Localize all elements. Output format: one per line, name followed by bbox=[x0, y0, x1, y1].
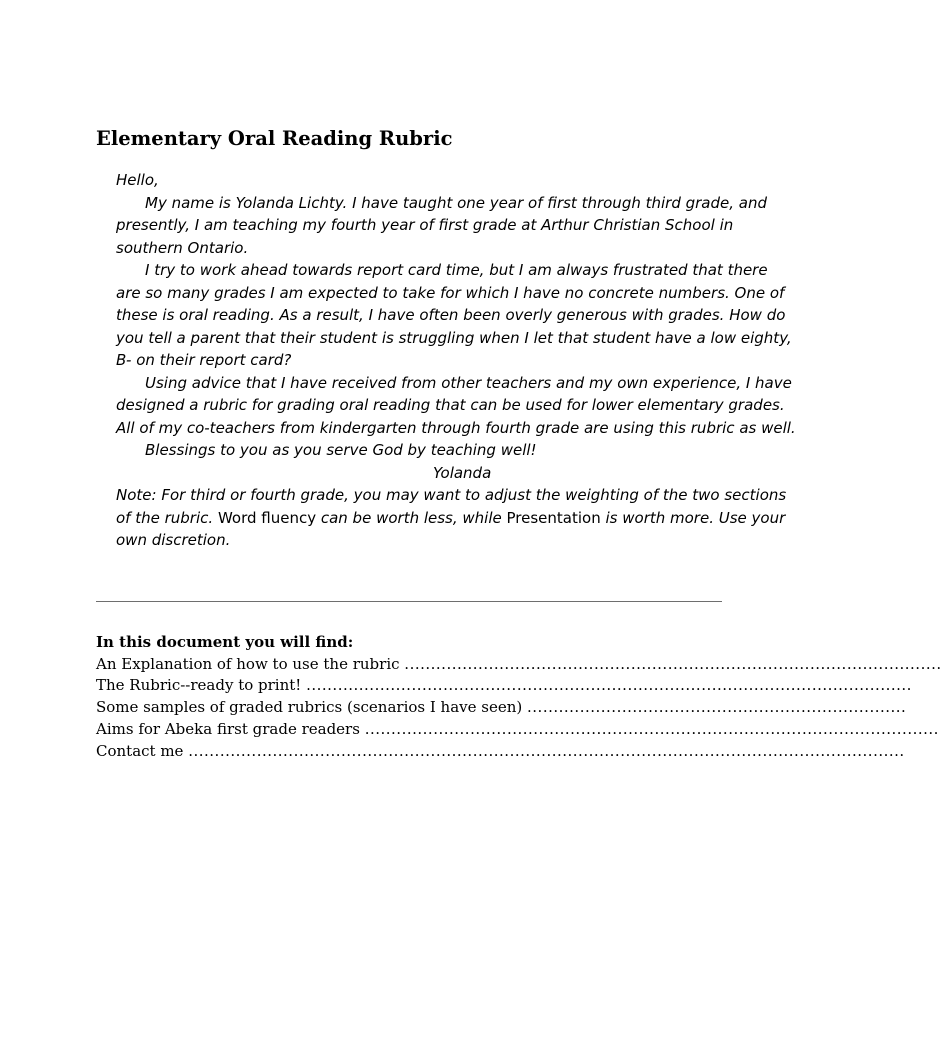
toc-label: The Rubric--ready to print! bbox=[96, 676, 307, 695]
letter-line: Using advice that I have received from other teachers and my own experience, I have bbox=[145, 373, 792, 392]
letter-line: southern Ontario. bbox=[116, 238, 249, 257]
toc-label: Some samples of graded rubrics (scenarios I have seen) bbox=[96, 698, 528, 717]
letter-line: designed a rubric for grading oral reading that can be used for lower elementary grades. bbox=[116, 396, 785, 414]
letter-greeting: Hello, bbox=[116, 171, 159, 189]
toc-item-contact[interactable] bbox=[96, 741, 905, 763]
toc-label: An Explanation of how to use the rubric bbox=[96, 654, 405, 673]
letter-line: these is oral reading. As a result, I have often been overly generous with grades. How do bbox=[116, 306, 786, 324]
toc-leader: ................................................................................................................... bbox=[306, 676, 912, 695]
letter-line: are so many grades I am expected to take for which I have no concrete numbers. One of bbox=[116, 283, 785, 302]
intro-letter bbox=[116, 169, 876, 552]
note-text: of the rubric. bbox=[116, 508, 218, 527]
note-text: is worth more. Use your bbox=[600, 508, 786, 527]
letter-line: All of my co-teachers from kindergarten through fourth grade are using this rubric as well. bbox=[116, 418, 796, 437]
toc-leader: ............................................................................................................. bbox=[364, 719, 939, 738]
horizontal-divider bbox=[96, 601, 722, 602]
toc-item-explanation[interactable] bbox=[96, 654, 942, 676]
term-word-fluency: Word fluency bbox=[217, 508, 317, 527]
note-line: own discretion. bbox=[116, 531, 231, 549]
table-of-contents bbox=[96, 632, 942, 762]
toc-leader: ...................................................................................................... bbox=[404, 654, 942, 673]
toc-item-rubric[interactable] bbox=[96, 675, 912, 697]
toc-label: Contact me bbox=[96, 741, 189, 760]
note-text: can be worth less, while bbox=[316, 508, 507, 527]
letter-line: presently, I am teaching my fourth year of first grade at Arthur Christian School in bbox=[116, 216, 734, 234]
toc-leader: ........................................................................................................................................ bbox=[188, 741, 905, 760]
note-line: Note: For third or fourth grade, you may want to adjust the weighting of the two sections bbox=[116, 486, 787, 504]
letter-line: I try to work ahead towards report card time, but I am always frustrated that there bbox=[145, 261, 768, 279]
letter-line: B- on their report card? bbox=[116, 351, 292, 369]
letter-line: you tell a parent that their student is struggling when I let that student have a low eighty, bbox=[116, 328, 792, 347]
note-line bbox=[116, 507, 876, 530]
term-presentation: Presentation bbox=[506, 508, 601, 527]
toc-heading: In this document you will find: bbox=[96, 633, 354, 651]
letter-line: My name is Yolanda Lichty. I have taught one year of first through third grade, and bbox=[145, 193, 768, 212]
toc-leader: ........................................................................ bbox=[527, 698, 907, 717]
toc-label: Aims for Abeka first grade readers bbox=[96, 719, 365, 738]
document-title: Elementary Oral Reading Rubric bbox=[96, 127, 453, 150]
letter-signature: Yolanda bbox=[433, 463, 492, 482]
toc-item-samples[interactable] bbox=[96, 697, 907, 719]
toc-item-aims[interactable] bbox=[96, 719, 939, 741]
letter-line: Blessings to you as you serve God by teaching well! bbox=[145, 441, 537, 459]
